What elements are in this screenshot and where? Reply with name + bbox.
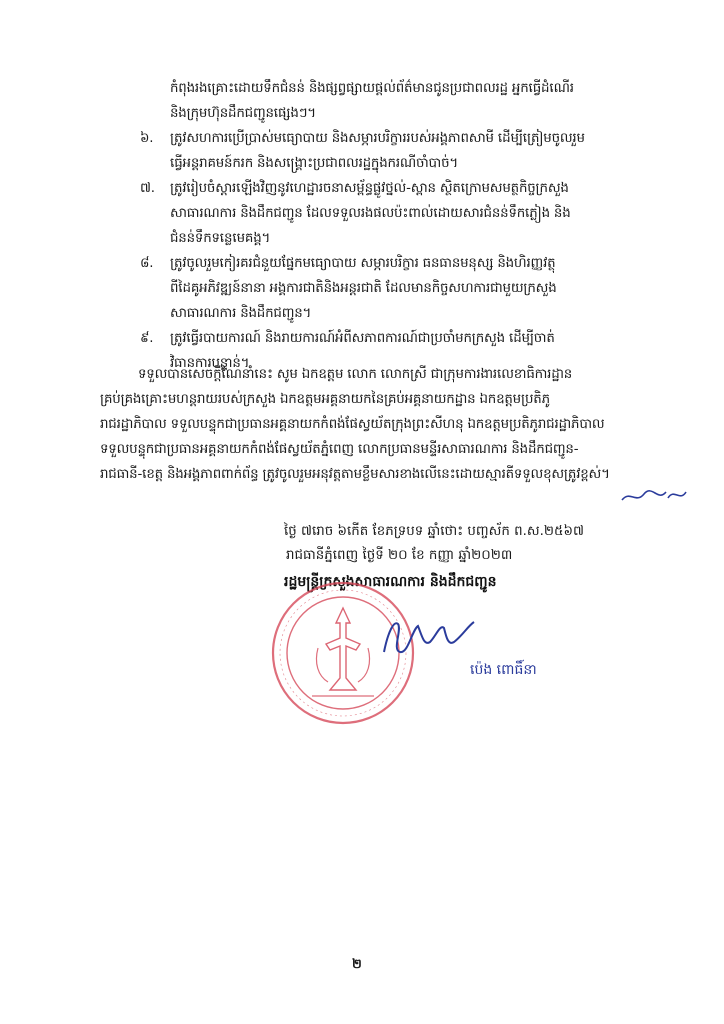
- paragraph-line: រាជធានី-ខេត្ត និងអង្គភាពពាក់ព័ន្ធ ត្រូវចូលរួមអនុវត្តតាមខ្លឹមសារខាងលើនេះដោយស្មារតីទទួលខុសត្រូវខ្ពស់។: [100, 467, 610, 482]
- solar-date: រាជធានីភ្នំពេញ ថ្ងៃទី ២០ ខែ កញ្ញា ឆ្នាំ២០២៣: [286, 548, 513, 563]
- paragraph-line: រាជរដ្ឋាភិបាល ទទួលបន្ទុកជាប្រធានអគ្គនាយកកំពង់ផែស្វយ័តក្រុងព្រះសីហនុ ឯកឧត្តមប្រតិភូរាជរដ្ឋាភិបាល: [100, 417, 605, 432]
- list-item-7-cont: សាធារណការ និងដឹកជញ្ជូន ដែលទទួលរងផលប៉ះពាល់ដោយសារជំនន់ទឹកភ្លៀង និង: [170, 206, 571, 221]
- list-item-continuation: កំពុងរងគ្រោះដោយទឹកជំនន់ និងផ្សព្វផ្សាយផ្តល់ព័ត៌មានជូនប្រជាពលរដ្ឋ អ្នកធ្វើដំណើរ: [170, 81, 574, 96]
- list-item-6-cont: ធ្វើអន្តរាគមន៍ករក និងសង្គ្រោះប្រជាពលរដ្ឋក្នុងករណីចាំបាច់។: [170, 156, 459, 171]
- signatory-name: ប៉េង ពោធិ៍នា: [470, 662, 537, 678]
- list-item-9: ៩. ត្រូវធ្វើរបាយការណ៍ និងរាយការណ៍អំពីសភាពការណ៍ជាប្រចាំមកក្រសួង ដើម្បីចាត់: [140, 331, 555, 346]
- list-item-8-cont: សាធារណការ និងដឹកជញ្ជូន។: [170, 306, 312, 321]
- closing-paragraph: [100, 362, 655, 487]
- paragraph-line: ទទួលបន្ទុកជាប្រធានអគ្គនាយកកំពង់ផែស្វយ័តភ្នំពេញ លោកប្រធានមន្ទីរសាធារណការ និងដឹកជញ្ជូន-: [100, 442, 579, 457]
- list-item-6: ៦. ត្រូវសហការប្រើប្រាស់មធ្យោបាយ និងសម្ភារបរិក្ខាររបស់អង្គភាពសាមី ដើម្បីត្រៀមចូលរួម: [140, 131, 585, 146]
- list-item-7: ៧. ត្រូវរៀបចំស្តារឡើងវិញនូវហេដ្ឋារចនាសម្ព័ន្ធផ្លូវថ្នល់-ស្ពាន ស្ថិតក្រោមសមត្ថកិច្ចក្រសួង: [140, 181, 569, 196]
- paragraph-line: ទទួលបានសេចក្តីណែនាំនេះ សូម ឯកឧត្តម លោក លោកស្រី ជាក្រុមការងារលេខាធិការដ្ឋាន: [138, 367, 573, 382]
- list-item-8-cont: ពីដៃគូអភិវឌ្ឍន៍នានា អង្គការជាតិនិងអន្តរជាតិ ដែលមានកិច្ចសហការជាមួយក្រសួង: [170, 281, 557, 296]
- lunar-date: ថ្ងៃ ៧រោច ៦កើត ខែភទ្របទ ឆ្នាំថោះ បញ្ចស័ក ព.ស.២៥៦៧: [284, 524, 584, 539]
- paragraph-line: គ្រប់គ្រងគ្រោះមហន្តរាយរបស់ក្រសួង ឯកឧត្តមអគ្គនាយកនៃគ្រប់អគ្គនាយកដ្ឋាន ឯកឧត្តមប្រតិភូ: [100, 392, 550, 407]
- list-item-7-cont: ជំនន់ទឹកទន្លេមេគង្គ។: [170, 231, 271, 246]
- minister-signature: [378, 612, 478, 664]
- page-number: ២: [352, 957, 362, 972]
- list-item-8: ៨. ត្រូវចូលរួមកៀរគរជំនួយផ្នែកមធ្យោបាយ សម្ភារបរិក្ខារ ធនធានមនុស្ស និងហិរញ្ញវត្ថុ: [140, 256, 556, 271]
- initials-signature: [618, 484, 688, 508]
- list-item-continuation: និងក្រុមហ៊ុនដឹកជញ្ជូនផ្សេងៗ។: [170, 106, 316, 121]
- list-item-9-cont: វិធានការបន្ទាន់។: [170, 356, 250, 371]
- signatory-title: រដ្ឋមន្ត្រីក្រសួងសាធារណការ និងដឹកជញ្ជូន: [284, 574, 497, 590]
- instruction-list: [140, 76, 660, 376]
